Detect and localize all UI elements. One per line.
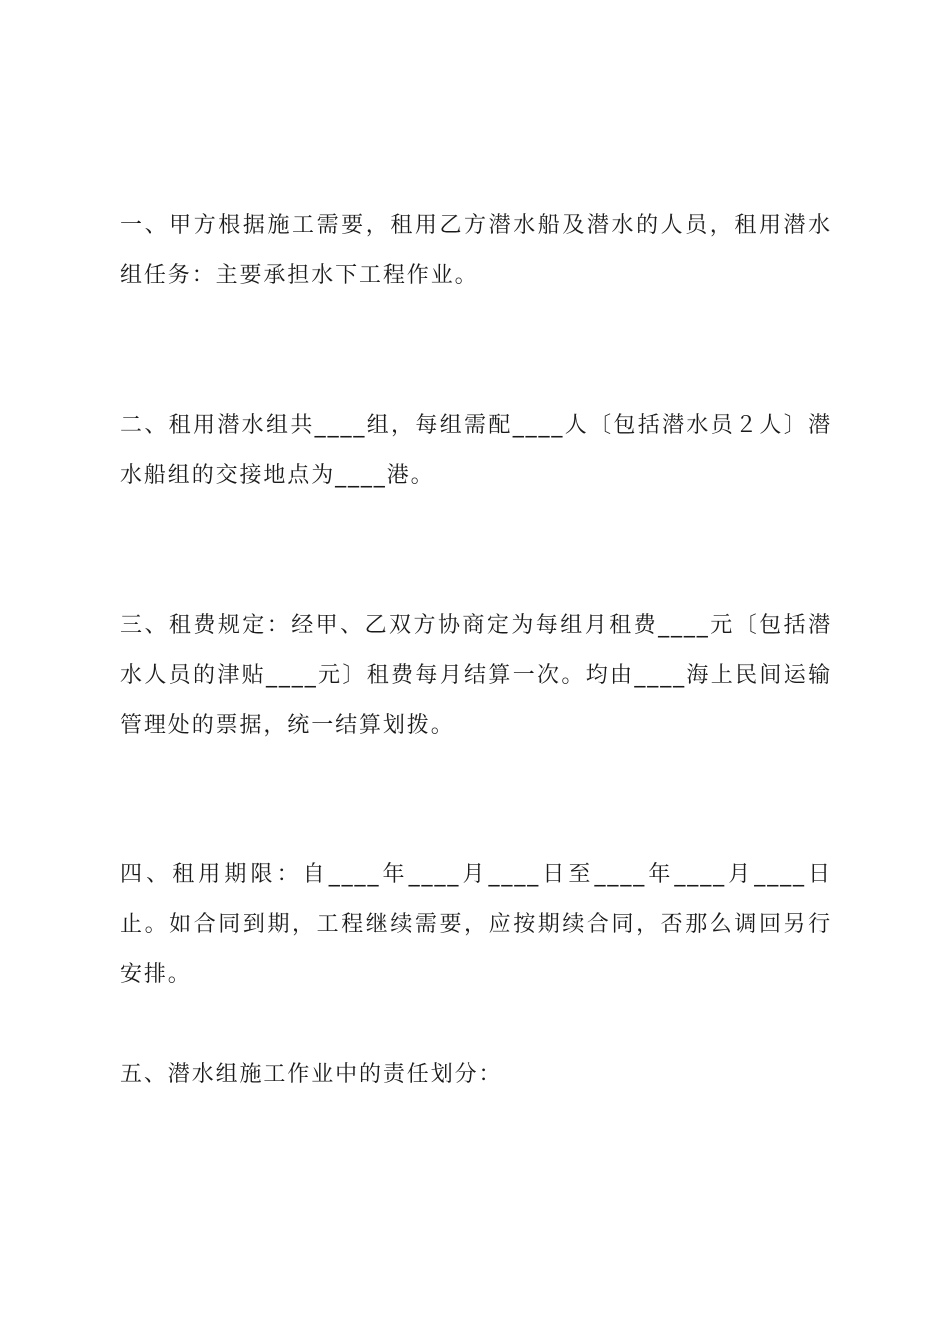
clause-4-rental-period: 四、租用期限：自____年____月____日至____年____月____日止。如合同到期，工程继续需要，应按期续合同，否那么调回另行安排。: [120, 862, 832, 987]
clause-2-crew-and-handover: 二、租用潜水组共____组，每组需配____人〔包括潜水员２人〕潜水船组的交接地点为____港。: [120, 413, 832, 488]
clause-1-rental-task: 一、甲方根据施工需要，租用乙方潜水船及潜水的人员，租用潜水组任务：主要承担水下工程作业。: [120, 213, 832, 288]
clause-5-responsibility: 五、潜水组施工作业中的责任划分：: [120, 1062, 503, 1087]
clause-3-rental-fee: 三、租费规定：经甲、乙双方协商定为每组月租费____元〔包括潜水人员的津贴____元〕租费每月结算一次。均由____海上民间运输管理处的票据，统一结算划拨。: [120, 613, 832, 738]
